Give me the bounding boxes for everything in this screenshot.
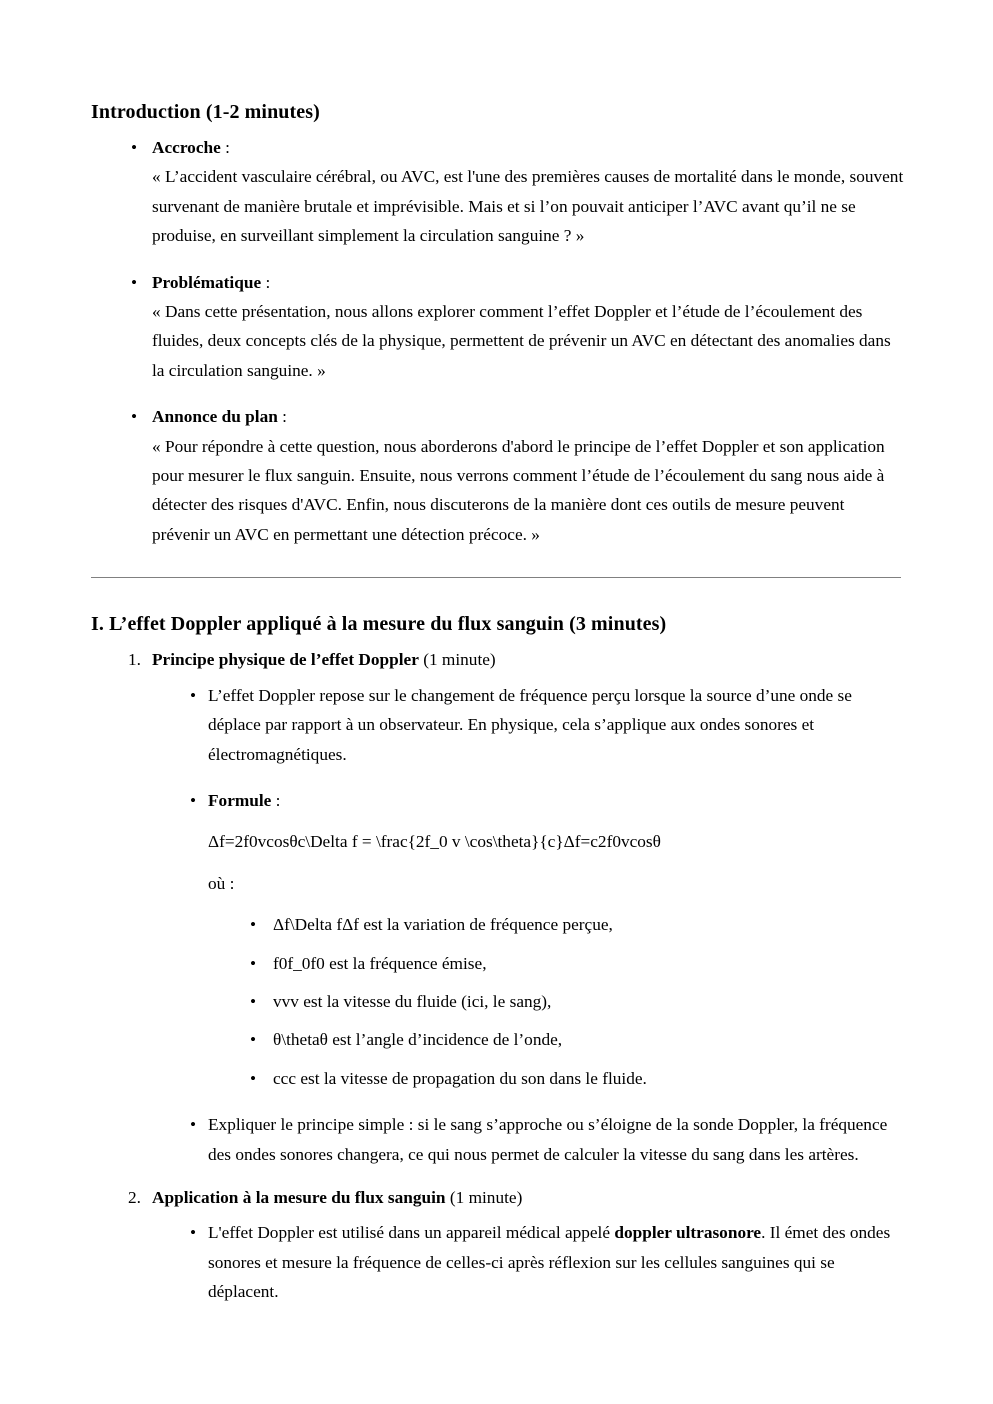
item1-content: [152, 645, 905, 1183]
item2-content: [152, 1183, 905, 1307]
item1-intro-text: L’effet Doppler repose sur le changement de fréquence perçu lorsque la source d’une onde se déplace par rapport à un observateur. En physique, cela s’applique aux ondes sonores et électromagnétiques.: [208, 685, 852, 764]
document-content: [91, 99, 905, 1307]
list-item: [152, 786, 905, 1093]
item1-duration: (1 minute): [418, 650, 496, 670]
item1-title-line: [152, 645, 905, 674]
bullet-icon: •: [131, 138, 138, 157]
variable-theta: θ\thetaθ est l’angle d’incidence de l’onde,: [273, 1030, 563, 1050]
bullet-icon: •: [131, 272, 138, 292]
list-item: [91, 133, 905, 251]
variable-delta-f: Δf\Delta fΔf est la variation de fréquence perçue,: [273, 915, 613, 935]
formula-label: Formule: [208, 790, 272, 810]
accroche-lead-suffix: :: [220, 138, 230, 157]
accroche-block: [152, 133, 905, 251]
list-item: [91, 268, 905, 386]
list-item: [208, 910, 905, 939]
item2-duration: (1 minute): [445, 1187, 523, 1207]
list-item: [208, 1025, 905, 1054]
bullet-icon: •: [250, 915, 257, 935]
accroche-lead-line: [152, 133, 905, 162]
item2-title: Application à la mesure du flux sanguin: [152, 1187, 446, 1207]
accroche-body: « L’accident vasculaire cérébral, ou AVC, est l'une des premières causes de mortalité dans le monde, souvent survenant de manière brutale et imprévisible. Mais et si l’on pouvait anticiper l’AVC avant qu’il ne se produise, en surveillant simplement la circulation sanguine ? »: [152, 167, 904, 246]
spacer: [152, 1169, 905, 1183]
bullet-icon: •: [250, 953, 257, 973]
item2-body-emphasis: doppler ultrasonore: [614, 1223, 762, 1243]
formula-label-line: [208, 786, 905, 815]
doppler-formula: Δf=2f0vcosθc\Delta f = \frac{2f_0 v \cos\theta}{c}Δf=c2f0vcosθ: [208, 832, 661, 852]
list-marker: 1.: [128, 650, 141, 670]
problematique-block: [152, 268, 905, 386]
problematique-lead-suffix: :: [261, 272, 271, 292]
item1-explanation-text: Expliquer le principe simple : si le sang s’approche ou s’éloigne de la sonde Doppler, la fréquence des ondes sonores changera, ce qui nous permet de calculer la vitesse du sang dans les artères.: [208, 1115, 888, 1164]
list-item: [152, 1110, 905, 1169]
annonce-plan-lead: Annonce du plan: [152, 407, 278, 427]
problematique-lead: Problématique: [152, 272, 262, 292]
numbered-list-item: [91, 1183, 905, 1307]
bullet-icon: •: [250, 1030, 257, 1050]
list-item: [152, 681, 905, 769]
bullet-icon: •: [250, 991, 257, 1011]
bullet-icon: •: [190, 685, 197, 705]
item2-body: [208, 1218, 905, 1306]
annonce-plan-lead-suffix: :: [277, 407, 287, 427]
list-item: [208, 1064, 905, 1093]
list-item: [91, 402, 905, 549]
annonce-plan-block: [152, 402, 905, 549]
formula-variables-list: [208, 910, 905, 1093]
item2-body-pre: L'effet Doppler est utilisé dans un appareil médical appelé: [208, 1223, 615, 1243]
list-item: [152, 1218, 905, 1306]
item2-body-post: . Il émet des ondes sonores et mesure la fréquence de celles-ci après réflexion sur les cellules sanguines qui se déplacent.: [208, 1223, 891, 1302]
horizontal-rule: [91, 577, 901, 578]
problematique-body: « Dans cette présentation, nous allons explorer comment l’effet Doppler et l’étude de l’écoulement des fluides, deux concepts clés de la physique, permettent de prévenir un AVC en détectant des anomalies dans la circulation sanguine. »: [152, 302, 891, 380]
item2-bullet-list: [152, 1218, 905, 1306]
problematique-lead-line: [152, 268, 905, 297]
numbered-list-item: [91, 645, 905, 1183]
section-divider-wrapper: [91, 577, 905, 578]
formula-block: [208, 786, 905, 1093]
annonce-plan-lead-line: [152, 402, 905, 431]
variable-v: vvv est la vitesse du fluide (ici, le sang),: [273, 991, 552, 1011]
variable-c: ccc est la vitesse de propagation du son dans le fluide.: [273, 1068, 647, 1088]
item2-title-line: [152, 1183, 905, 1212]
bullet-icon: •: [131, 407, 138, 427]
bullet-icon: •: [190, 1115, 197, 1135]
list-marker: 2.: [128, 1187, 141, 1207]
bullet-icon: •: [190, 790, 197, 810]
item1-title: Principe physique de l’effet Doppler: [152, 650, 419, 670]
variable-f0: f0f_0f0 est la fréquence émise,: [273, 953, 487, 973]
annonce-plan-body: « Pour répondre à cette question, nous aborderons d'abord le principe de l’effet Doppler et son application pour mesurer le flux sanguin. Ensuite, nous verrons comment l’étude de l’écoulement du sang nous aide à détecter des risques d'AVC. Enfin, nous discuterons de la manière dont ces outils de mesure peuvent prévenir un AVC en permettant une détection précoce. »: [152, 436, 885, 544]
list-item: [208, 949, 905, 978]
bullet-icon: •: [250, 1068, 257, 1088]
section-one-numbered-list: [91, 645, 905, 1306]
section-one-heading: I. L’effet Doppler appliqué à la mesure du flux sanguin (3 minutes): [91, 613, 667, 636]
where-label: où :: [208, 873, 235, 893]
item1-bullet-list: [152, 681, 905, 1169]
introduction-bullet-list: [91, 133, 905, 549]
list-item: [208, 987, 905, 1016]
formula-label-suffix: :: [271, 790, 281, 810]
accroche-lead: Accroche: [152, 138, 221, 157]
bullet-icon: •: [190, 1223, 197, 1243]
introduction-heading: Introduction (1-2 minutes): [91, 101, 320, 123]
